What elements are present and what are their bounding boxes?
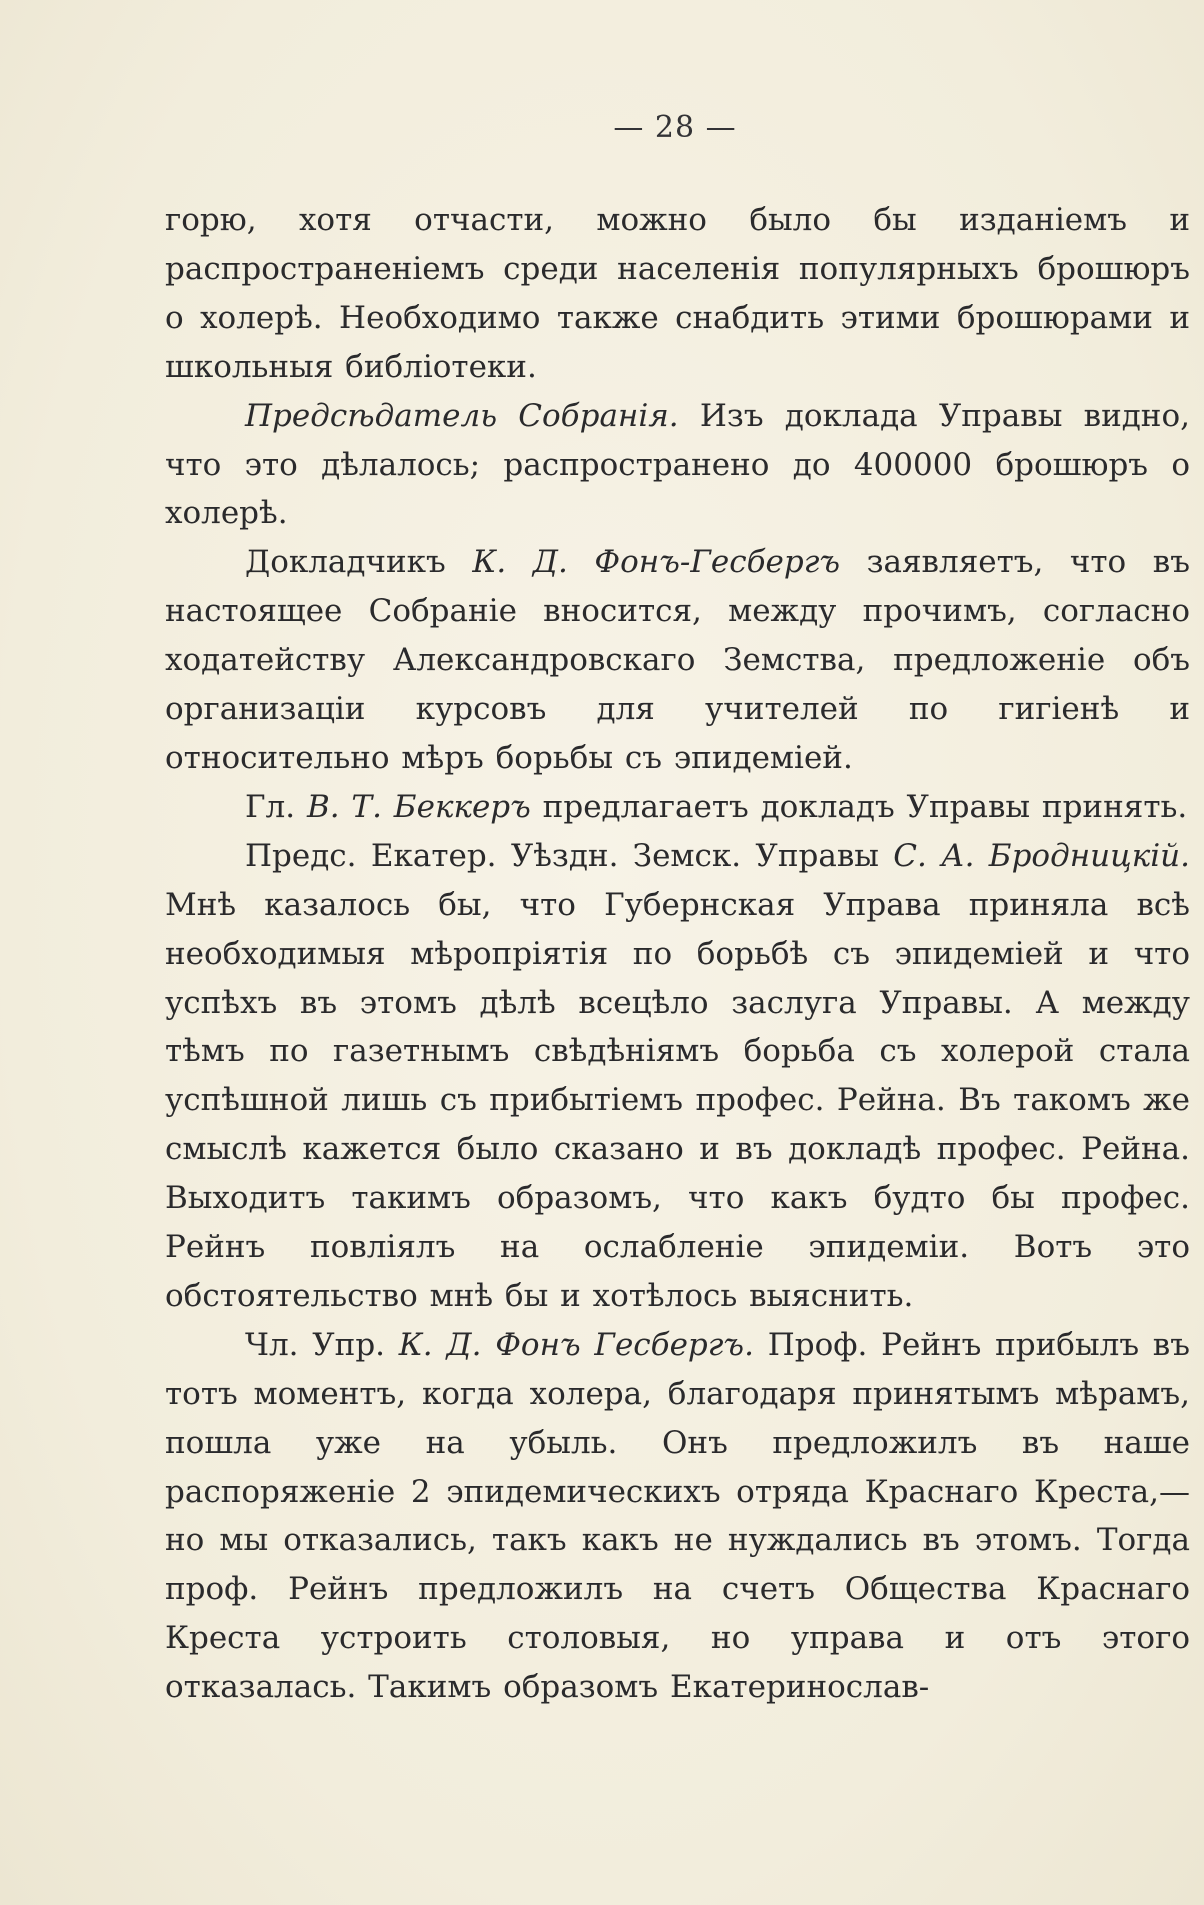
paragraph-text: Гл. (245, 788, 307, 825)
paragraph-text: Мнѣ казалось бы, что Губернская Управа приняла всѣ необходимыя мѣропріятія по борьбѣ съ эпидеміей и что успѣхъ въ этомъ дѣлѣ всецѣло заслуга Управы. А между тѣмъ по газетнымъ свѣдѣніямъ борьба съ холерой стала успѣшной лишь съ прибытіемъ профес. Рейна. Въ такомъ же смыслѣ кажется было сказано и въ докладѣ профес. Рейна. Выходитъ такимъ образомъ, что какъ будто бы профес. Рейнъ повліялъ на ослабленіе эпидеміи. Вотъ это обстоятельство мнѣ бы и хотѣлось выяснить. (165, 886, 1190, 1314)
paragraph (165, 538, 1190, 783)
paragraph-text: Изъ доклада Управы видно, что это дѣлалось; распространено до 400000 брошюръ о холерѣ. (165, 397, 1190, 532)
paragraph (165, 392, 1190, 539)
speaker-name: Предсѣдатель Собранія. (245, 397, 679, 434)
paragraph (165, 783, 1190, 832)
paragraph-text: Предс. Екатер. Уѣздн. Земск. Управы (245, 837, 894, 874)
body-text (165, 196, 1190, 1712)
speaker-name: К. Д. Фонъ Гесбергъ. (398, 1326, 754, 1363)
paragraph (165, 196, 1190, 392)
paragraph-text: предлагаетъ докладъ Управы принять. (530, 788, 1188, 825)
page-number: — 28 — (613, 110, 737, 145)
speaker-name: К. Д. Фонъ-Гесбергъ (472, 544, 841, 581)
speaker-name: С. А. Бродницкій. (893, 837, 1190, 874)
speaker-name: В. Т. Беккеръ (306, 788, 531, 825)
paragraph (165, 832, 1190, 1321)
paragraph-text: горю, хотя отчасти, можно было бы изданіемъ и распространеніемъ среди населенія популярныхъ брошюръ о холерѣ. Необходимо также снабдить этими брошюрами и школьныя библіотеки. (165, 202, 1190, 385)
paragraph-text: заявляетъ, что въ настоящее Собраніе вносится, между прочимъ, согласно ходатейству Александровскаго Земства, предложеніе объ организаціи курсовъ для учителей по гигіенѣ и относительно мѣръ борьбы съ эпидеміей. (165, 544, 1190, 776)
paragraph (165, 1321, 1190, 1712)
paragraph-text: Докладчикъ (245, 544, 473, 581)
paragraph-text: Чл. Упр. (245, 1326, 399, 1363)
paragraph-text: Проф. Рейнъ прибылъ въ тотъ моментъ, когда холера, благодаря принятымъ мѣрамъ, пошла уже на убыль. Онъ предложилъ въ наше распоряженіе 2 эпидемическихъ отряда Краснаго Креста,—но мы отказались, такъ какъ не нуждались въ этомъ. Тогда проф. Рейнъ предложилъ на счетъ Общества Краснаго Креста устроить столовыя, но управа и отъ этого отказалась. Такимъ образомъ Екатеринослав- (165, 1326, 1190, 1706)
